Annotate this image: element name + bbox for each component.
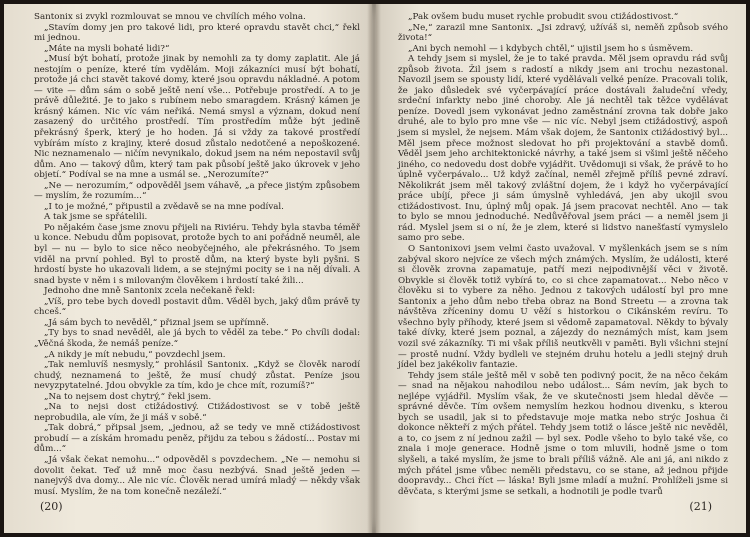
paragraph: „Tak nemluvíš nesmysly,“ prohlásil Santonix. „Když se člověk narodí chudý, neznamená to ještě, že musí chudý zůstat. Peníze jsou nevyzpytatelné. Jdou obvykle za tím, kdo je chce mít, rozumíš?“ [34,360,360,392]
paragraph: Tehdy jsem stále ještě měl v sobě ten podivný pocit, že na něco čekám — snad na nějakou nahodilou nebo událost... Sám nevím, jak bych to nejlépe vyjádřil. Myslím však, že ve skutečnosti jsem hledal děvče — správné děvče. Tím ovšem nemyslím hezkou hodnou divenku, s kterou bych se usadil, jak si to představuje moje matka nebo strýc Joshua či dokonce někteří z mých přátel. Tehdy jsem totiž o lásce ještě nic nevěděl, a to, co jsem z ní jednou zažil — byl sex. Podle všeho to bylo také vše, co znala i moje generace. Hodně jsme o tom mluvili, hodně jsme o tom slyšeli, a také myslím, že jsme to brali příliš vážně. Ale ani já, ani nikdo z mých přátel jsme vůbec neměli představu, co se stane, až jednou přijde doopravdy... Chci říct — láska! Byli jsme mladí a mužní. Prohlíželi jsme si děvčata, s kterými jsme se setkali, a hodnotili je podle tvarů [398,370,728,497]
page-number: (20) [40,500,63,513]
paragraph: O Santonixovi jsem velmi často uvažoval. V myšlenkách jsem se s ním zabýval skoro nejvíce ze všech mých známých. Myslím, že události, které si člověk zrovna zapamatuje, patří mezi nejpodivnější věci v životě. Obvykle si člověk totiž vybírá to, co si chce zapamatovat... Nebo něco v člověku si to vybere za něho. Jednou z takových událostí byl pro mne Santonix a jeho dům nebo třeba obraz na Bond Streetu — a zrovna tak návštěva zříceniny domu U věží s historkou o Cikánském revíru. To všechno byly příhody, které jsem si vědomě zapamatoval. Někdy to bývaly také dívky, které jsem poznal, a zájezdy do neznámých míst, kam jsem vozil své zákazníky. Ti mi však příliš neutkvěli v paměti. Byli všichni stejní — prostě nudní. Vždy bydleli ve stejném druhu hotelu a jedli stejný druh jídel bez jakékoliv fantazie. [398,244,728,371]
paragraph: „Pak ovšem budu muset rychle probudit svou ctižádostivost.“ [408,12,679,22]
book-gutter [367,4,381,533]
paragraph: Santonix si zvykl rozmlouvat se mnou ve chvílích mého volna. [34,12,306,22]
paragraph: A tak jsme se spřátelili. [44,212,148,223]
paragraph: „Ne,“ zarazil mne Santonix. „Jsi zdravý, užíváš si, neměň způsob svého života!“ [398,22,728,44]
paragraph: A tehdy jsem si myslel, že je to také pravda. Měl jsem opravdu rád svůj způsob života. Žil jsem s radostí a nikdy jsem ani trochu nezastonal. Navozil jsem se spousty lidí, které vydělávali velké peníze. Pracovali tolik, že jako důsledek své vyčerpávající práce dostávali žaludeční vředy, srdeční infarkty nebo jiné choroby. Ale já nechtěl tak těžce vydělávat peníze. Dovedl jsem vykonávat jedno zaměstnání zrovna tak dobře jako druhé, ale to bylo pro mne vše — nic víc. Nebyl jsem ctižádostivý, aspoň jsem si myslel, že nejsem. Mám však dojem, že Santonix ctižádostivý byl... Měl jsem přece možnost sledovat ho při projektování a stavbě domů. Věděl jsem jeho architektonické návrhy, a také jsem si všiml ještě něčeho jiného, co nedovedu dost dobře vyjádřit. Uvědomuji si však, že právě to ho úplně vyčerpávalo... Už když začínal, neměl zřejmě příliš pevné zdraví. Několikrát jsem měl takový zvláštní dojem, že i když ho vyčerpávající práce ubíjí, přece ji sám úmyslně vyhledává, jen aby ukojil svou ctižádostivost. Inu, úplný můj opak. Já jsem pracovat nechtěl. Ano — tak to bylo se mnou jednoduché. Nedůvěřoval jsem práci — a neměl jsem ji rád. Myslel jsem si o ní, že je zlem, které si lidstvo nanešťastí vymyslelo samo pro sebe. [398,54,728,244]
paragraph: „A nikdy je mít nebudu,“ povzdechl jsem. [44,349,226,360]
right-page-text [398,12,728,497]
paragraph: „Máte na mysli bohaté lidi?“ [44,43,170,54]
paragraph: „Ne — nerozumím,“ odpověděl jsem váhavě, „a přece jistým způsobem — myslím, že rozumím...“ [34,180,360,202]
right-page [376,4,746,533]
paragraph: „Tak dobrá,“ připsal jsem, „jednou, až se tedy ve mně ctižádostivost probudí — a získám hromadu peněz, přijdu za tebou s žádostí... Postav mi dům...“ [34,423,360,455]
paragraph: „Na to nejsem dost chytrý,“ řekl jsem. [44,391,212,402]
page-number: (21) [689,500,712,513]
paragraph: „Ani bych nemohl — i kdybych chtěl,“ ujistil jsem ho s úsměvem. [408,43,694,54]
book-spread [4,4,746,533]
paragraph: „Já však čekat nemohu...“ odpověděl s povzdechem. „Ne — nemohu si dovolit čekat. Teď už mně moc času nezbývá. Snad ještě jeden — nanejvýš dva domy... Ale nic víc. Člověk nerad umírá mladý — někdy však musí. Myslím, že na tom konečně nezáleží.“ [34,454,360,497]
paragraph: „Ty bys to snad nevěděl, ale já bych to věděl za tebe.“ Po chvíli dodal: „Věčná škoda, že nemáš peníze.“ [34,328,360,349]
paragraph: „Musí být bohatí, protože jinak by nemohli za ty domy zaplatit. Ale já nestojím o peníze, které tím vydělám. Moji zákazníci musí být bohatí, protože já chci stavět takové domy, které jsou opravdu nákladné. A potom — vite — dům sám o sobě ještě není vše... Potřebuje prostředí. A to je právě důležité. Je to jako s rubínem nebo smaragdem. Krásný kámen je krásný kámen. Nic víc vám neřiká. Nemá smysl a význam, dokud není zasazený do určitého prostředí. Tím prostředím může být jedině překrásný šperk, který je ho hoden. Já si vždy za takové prostředí vybírám místo z krajiny, které dosud zůstalo nedotčené a nepoškozené. Nic neznamenalo — ničím nevynikalo, dokud jsem na ném nepostavil svůj dům. Ano — takový dům, který tam pak působí ještě jako úkrovek v jeho objetí.“ Podíval se na mne a usmál se. „Nerozumíte?“ [34,54,360,181]
left-page [4,4,372,533]
paragraph: Po nějakém čase jsme znovu přijeli na Riviéru. Tehdy byla stavba téměř u konce. Nebudu dům popisovat, protože bych to ani pořádně neuměl, ale byl — nu — bylo to sice něco neobyčejného, ale překrásného. To jsem viděl na první pohled. Byl to prostě dům, na který byste byli pyšni. S hrdostí byste ho ukazovali lidem, a se stejnými pocity se i na něj dívali. A snad byste v něm i s milovaným člověkem i hrdostí také žili... [34,222,360,286]
paragraph: „I to je možné,“ připustil a zvědavě se na mne podíval. [44,201,284,212]
paragraph: „Víš, pro tebe bych dovedl postavit dům. Věděl bych, jaký dům právě ty chceš.“ [34,296,360,318]
paragraph: „Stavím domy jen pro takové lidi, pro které opravdu stavět chci,“ řekl mi jednou. [34,22,360,44]
paragraph: „Já sám bych to nevěděl,“ přiznal jsem se upřímně. [44,317,269,328]
paragraph: „Na to nejsi dost ctižádostivý. Ctižádostivost se v tobě ještě neprobudila, ale vím, že ji máš v sobě.“ [34,402,360,423]
left-page-text [34,12,360,497]
paragraph: Jednoho dne mně Santonix zcela nečekaně řekl: [44,286,256,297]
